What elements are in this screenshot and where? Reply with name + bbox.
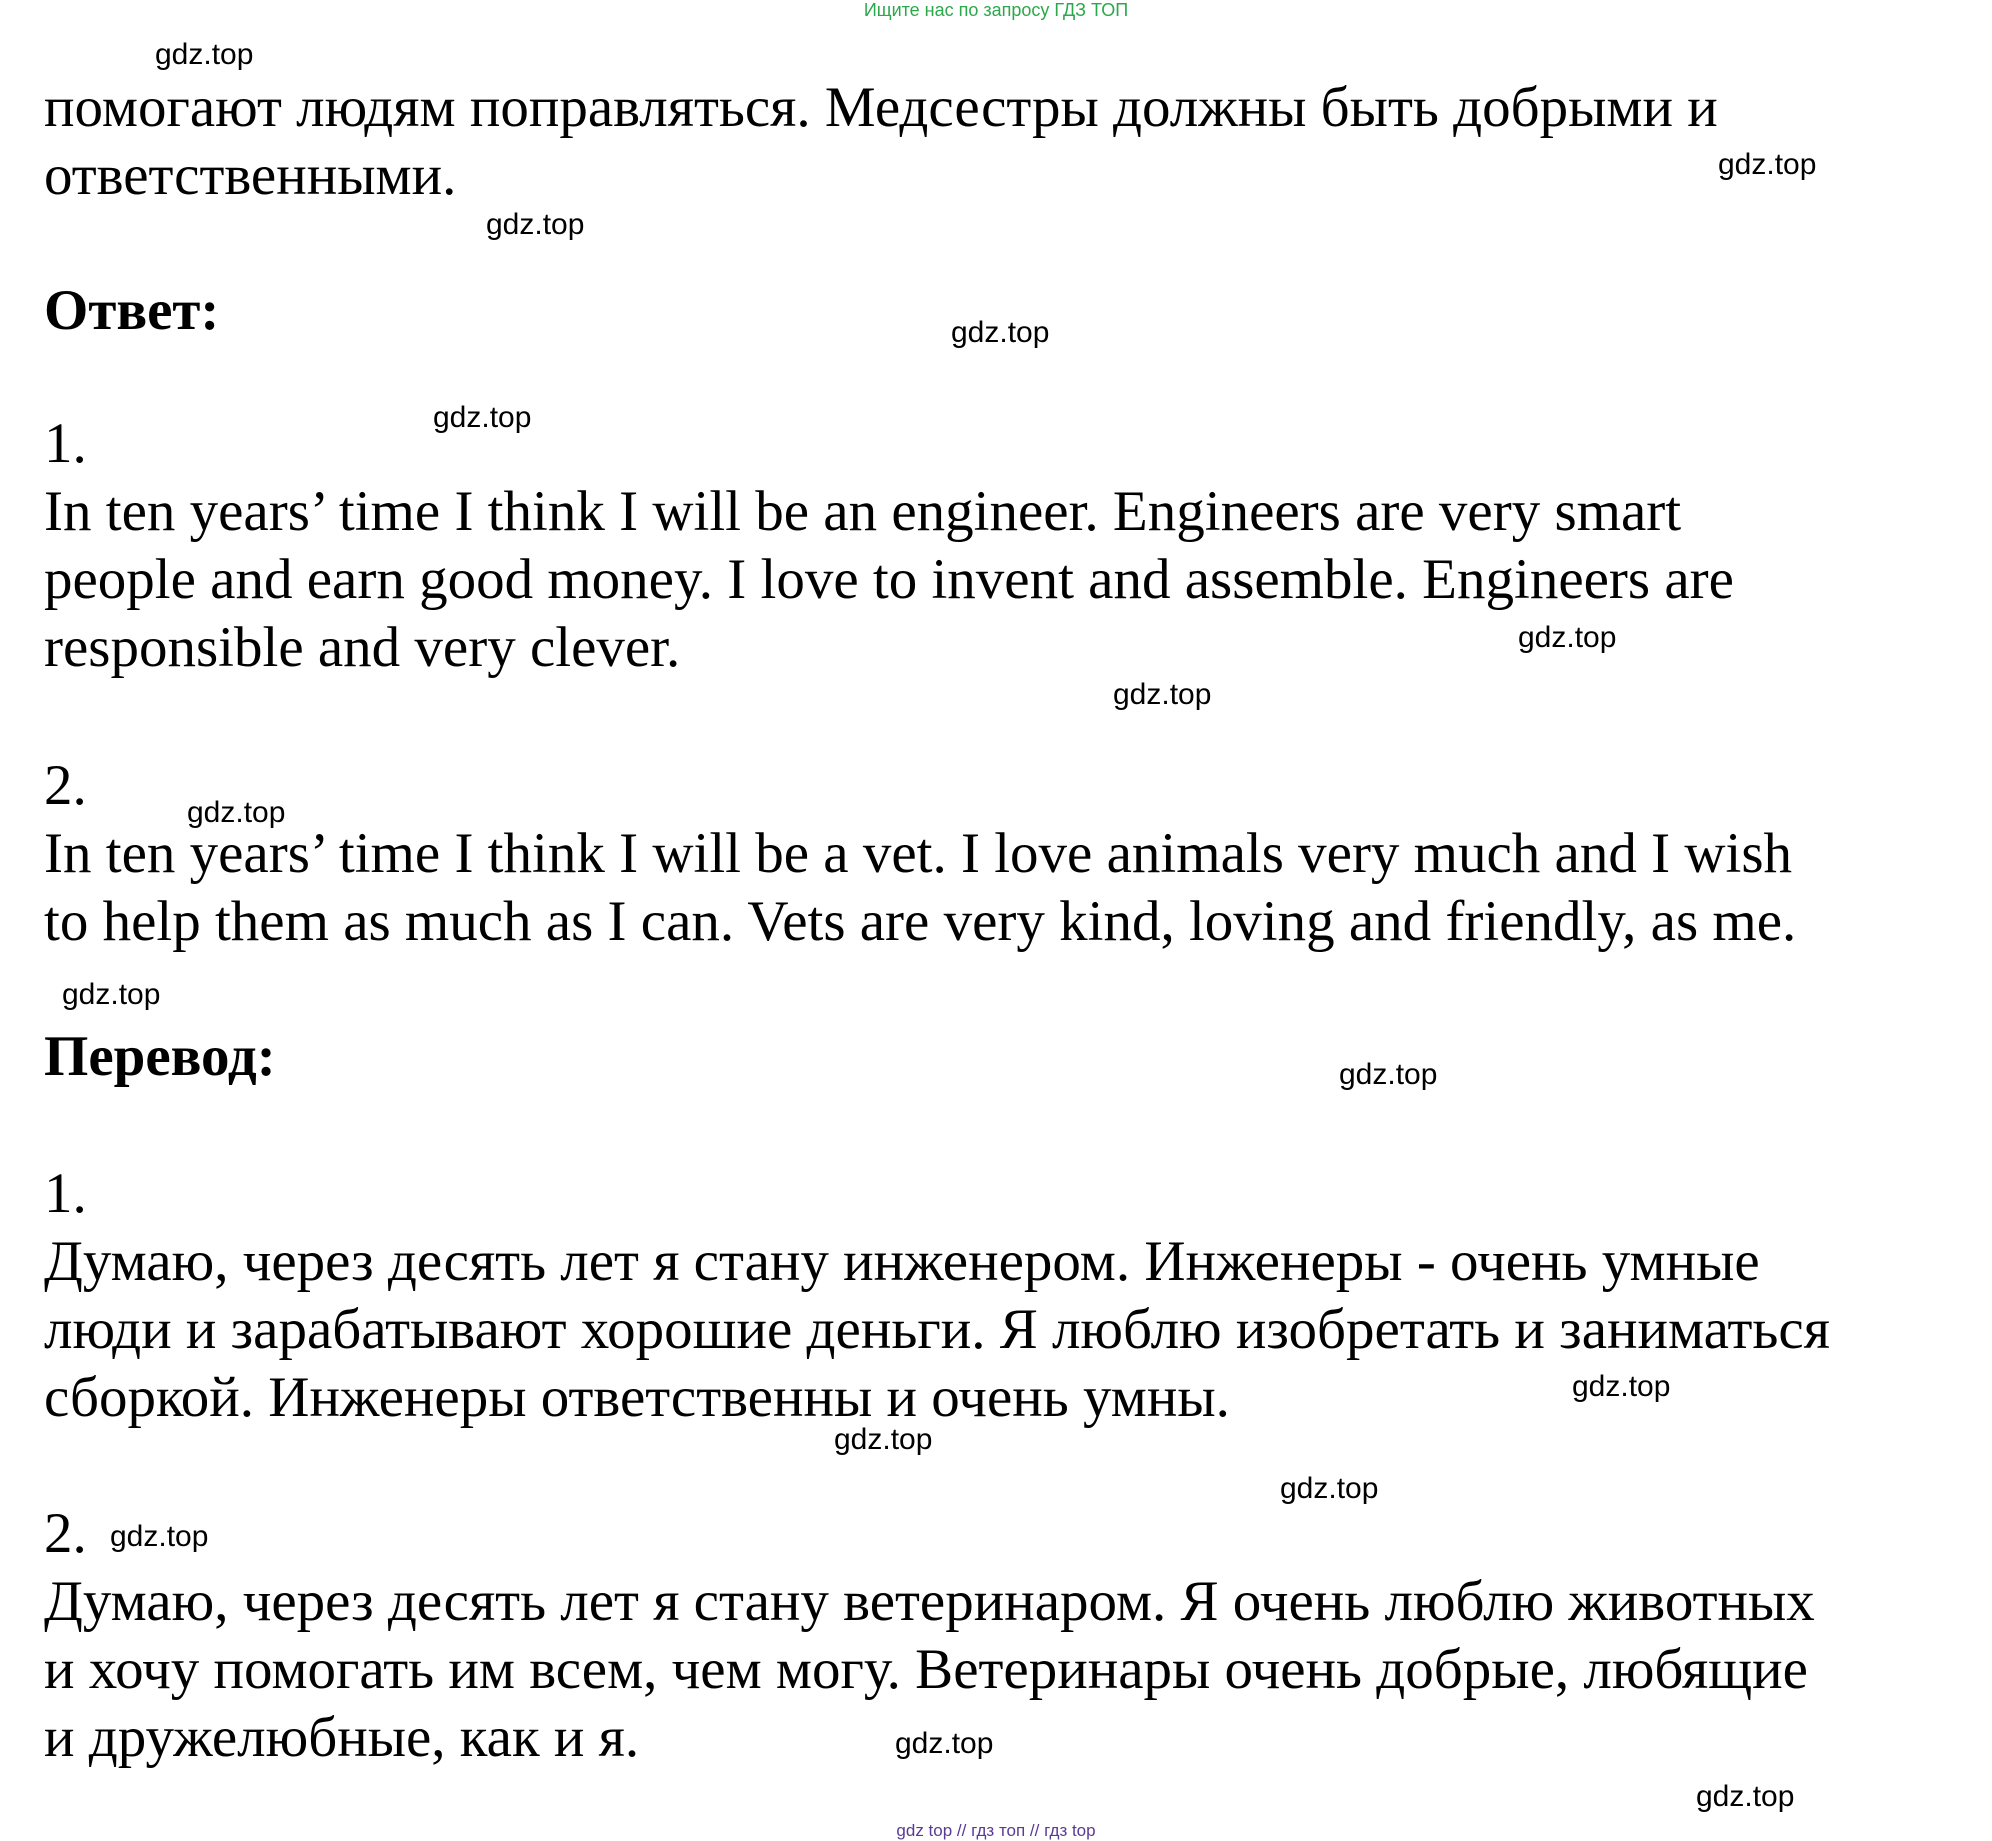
answer-item-line: In ten years’ time I think I will be a vet. I love animals very much and I wish [44, 822, 1793, 885]
watermark: gdz.top [1572, 1370, 1671, 1403]
footer-links: gdz top // гдз топ // гдз top [896, 1821, 1096, 1840]
watermark: gdz.top [951, 316, 1050, 349]
answer-item-number: 1. [44, 412, 87, 475]
watermark: gdz.top [62, 978, 161, 1011]
watermark: gdz.top [1280, 1472, 1379, 1505]
translation-item-line: и дружелюбные, как и я. [44, 1706, 640, 1769]
translation-item-line: люди и зарабатывают хорошие деньги. Я люблю изобретать и заниматься [44, 1298, 1830, 1361]
translation-heading: Перевод: [44, 1025, 276, 1088]
translation-item-line: сборкой. Инженеры ответственны и очень умны. [44, 1366, 1230, 1429]
watermark: gdz.top [486, 208, 585, 241]
watermark: gdz.top [433, 401, 532, 434]
translation-item-line: Думаю, через десять лет я стану ветеринаром. Я очень люблю животных [44, 1570, 1815, 1633]
translation-item-line: и хочу помогать им всем, чем могу. Ветеринары очень добрые, любящие [44, 1638, 1808, 1701]
intro-line: ответственными. [44, 144, 457, 207]
watermark: gdz.top [1113, 678, 1212, 711]
answer-heading: Ответ: [44, 279, 220, 342]
watermark: gdz.top [110, 1520, 209, 1553]
watermark: gdz.top [895, 1727, 994, 1760]
answer-item-line: In ten years’ time I think I will be an engineer. Engineers are very smart [44, 480, 1682, 543]
intro-line: помогают людям поправляться. Медсестры должны быть добрыми и [44, 76, 1718, 139]
watermark: gdz.top [834, 1423, 933, 1456]
watermark: gdz.top [1339, 1058, 1438, 1091]
answer-item-line: people and earn good money. I love to invent and assemble. Engineers are [44, 548, 1734, 611]
watermark: gdz.top [1696, 1780, 1795, 1813]
translation-item-number: 2. [44, 1502, 87, 1565]
translation-item-line: Думаю, через десять лет я стану инженером. Инженеры - очень умные [44, 1230, 1760, 1293]
watermark: gdz.top [1718, 148, 1817, 181]
watermark: gdz.top [187, 796, 286, 829]
translation-item-number: 1. [44, 1162, 87, 1225]
answer-item-number: 2. [44, 754, 87, 817]
top-banner: Ищите нас по запросу ГДЗ ТОП [863, 0, 1129, 20]
watermark: gdz.top [1518, 621, 1617, 654]
answer-item-line: to help them as much as I can. Vets are very kind, loving and friendly, as me. [44, 890, 1797, 953]
answer-item-line: responsible and very clever. [44, 616, 681, 679]
watermark: gdz.top [155, 38, 254, 71]
